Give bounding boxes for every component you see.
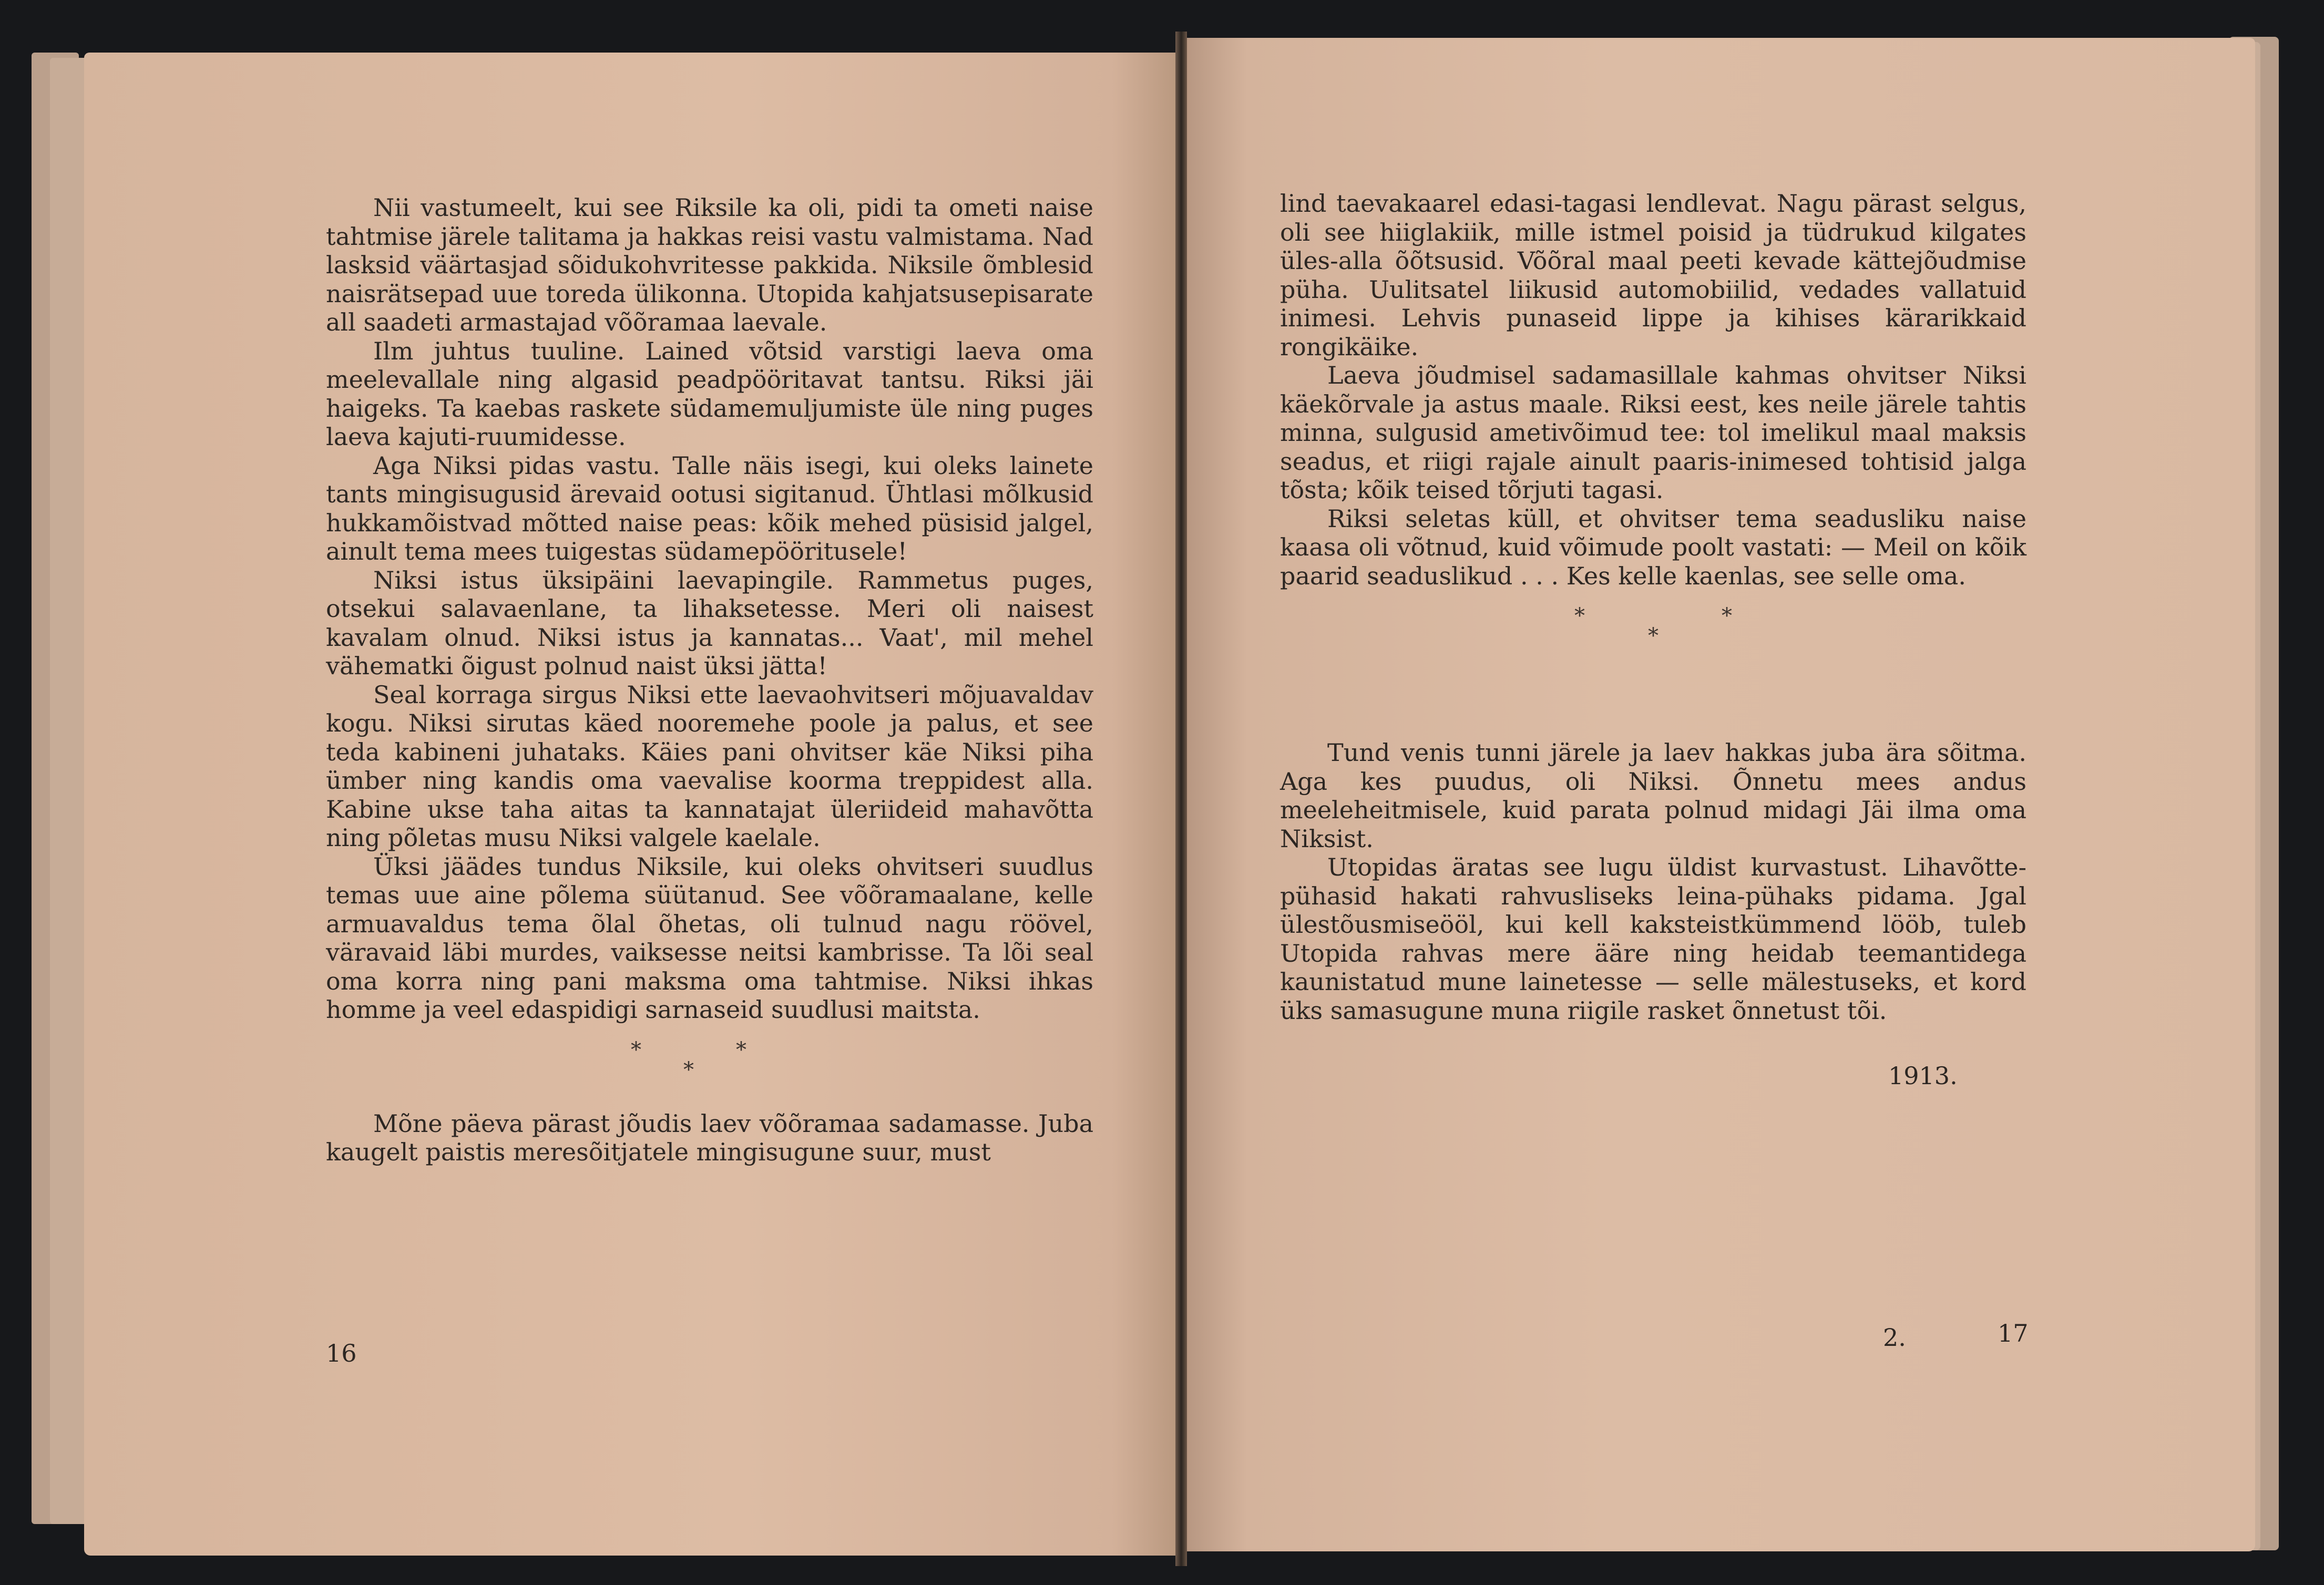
star-mark: * (1648, 624, 1658, 648)
star-mark: * (736, 1037, 746, 1062)
section-break-stars (1280, 602, 2026, 660)
paragraph: Laeva jõudmisel sadamasillale kahmas ohvitser Niksi käekõrvale ja astus maale. Riksi eest, kes neile järele tahtis minna, sulgusid ametivõimud tee: tol imelikul maal maksis seadus, et riigi rajale ainult paaris-inimesed tohtisid jalga tõsta; kõik teised tõrjuti tagasi. (1280, 361, 2026, 504)
paragraph: Riksi seletas küll, et ohvitser tema seadusliku naise kaasa oli võtnud, kuid võimude poolt vastati: — Meil on kõik paarid seaduslikud . . . Kes kelle kaenlas, see selle oma. (1280, 504, 2026, 590)
star-mark: * (683, 1057, 694, 1082)
star-mark: * (631, 1037, 641, 1062)
date-line: 1913. (1888, 1062, 1958, 1090)
paragraph: Nii vastumeelt, kui see Riksile ka oli, pidi ta ometi naise tahtmise järele talitama ja hakkas reisi vastu valmistama. Nad lasksid väärtasjad sõidukohvritesse pakkida. Niksile õmblesid naisrätsepad uue toreda ülikonna. Utopida kahjatsusepisarate all saadeti armastajad võõramaa laevale. (326, 193, 1093, 336)
paragraph: Niksi istus üksipäini laevapingile. Rammetus puges, otsekui salavaenlane, ta lihaksetesse. Meri oli naisest kavalam olnud. Niksi istus ja kannatas... Vaat', mil mehel vähematki õigust polnud naist üksi jätta! (326, 565, 1093, 680)
signature-mark: 2. (1883, 1323, 1906, 1352)
paragraph: Seal korraga sirgus Niksi ette laevaohvitseri mõjuavaldav kogu. Niksi sirutas käed nooremehe poole ja palus, et see teda kabineni juhataks. Käies pani ohvitser käe Niksi piha ümber ning kandis oma vaevalise koorma treppidest alla. Kabine ukse taha aitas ta kannatajat üleriideid mahavõtta ning põletas musu Niksi valgele kaelale. (326, 680, 1093, 852)
right-page-text (1280, 189, 2026, 1025)
book-gutter (1175, 32, 1187, 1566)
paragraph: Üksi jäädes tundus Niksile, kui oleks ohvitseri suudlus temas uue aine põlema süütanud. See võõramaalane, kelle armuavaldus tema õlal õhetas, oli tulnud nagu röövel, väravaid läbi murdes, vaiksesse neitsi kambrisse. Ta lõi seal oma korra ning pani maksma oma tahtmise. Niksi ihkas homme ja veel edaspidigi sarnaseid suudlusi maitsta. (326, 852, 1093, 1024)
paragraph: Mõne päeva pärast jõudis laev võõramaa sadamasse. Juba kaugelt paistis meresõitjatele mingisugune suur, must (326, 1109, 1093, 1166)
star-mark: * (1574, 604, 1585, 628)
page-number-right: 17 (1998, 1319, 2029, 1347)
section-break-stars (326, 1036, 1093, 1094)
star-mark: * (1722, 604, 1732, 628)
paragraph: lind taevakaarel edasi-tagasi lendlevat. Nagu pärast selgus, oli see hiiglakiik, mille istmel poisid ja tüdrukud kilgates üles-alla õõtsusid. Võõral maal peeti kevade kättejõudmise püha. Uulitsatel liikusid automobiilid, vedades vallatuid inimesi. Lehvis punaseid lippe ja kihises kärarikkaid rongikäike. (1280, 189, 2026, 361)
paragraph: Aga Niksi pidas vastu. Talle näis isegi, kui oleks lainete tants mingisugusid ärevaid ootusi sigitanud. Ühtlasi mõlkusid hukkamõistvad mõtted naise peas: kõik mehed püsisid jalgel, ainult tema mees tuigestas südamepööritusele! (326, 451, 1093, 565)
paragraph: Ilm juhtus tuuline. Lained võtsid varstigi laeva oma meelevallale ning algasid peadpööritavat tantsu. Riksi jäi haigeks. Ta kaebas raskete südamemuljumiste üle ning puges laeva kajuti-ruumidesse. (326, 336, 1093, 451)
paragraph: Tund venis tunni järele ja laev hakkas juba ära sõitma. Aga kes puudus, oli Niksi. Õnnetu mees andus meeleheitmisele, kuid parata polnud midagi Jäi ilma oma Niksist. (1280, 738, 2026, 853)
left-page-text (326, 193, 1093, 1167)
page-number-left: 16 (326, 1339, 357, 1367)
paragraph: Utopidas äratas see lugu üldist kurvastust. Lihavõtte-pühasid hakati rahvusliseks leina-pühaks pidama. Jgal ülestõusmiseööl, kui kell kaksteistkümmend lööb, tuleb Utopida rahvas mere ääre ning heidab teemantidega kaunistatud mune lainetesse — selle mälestuseks, et kord üks samasugune muna riigile rasket õnnetust tõi. (1280, 853, 2026, 1025)
